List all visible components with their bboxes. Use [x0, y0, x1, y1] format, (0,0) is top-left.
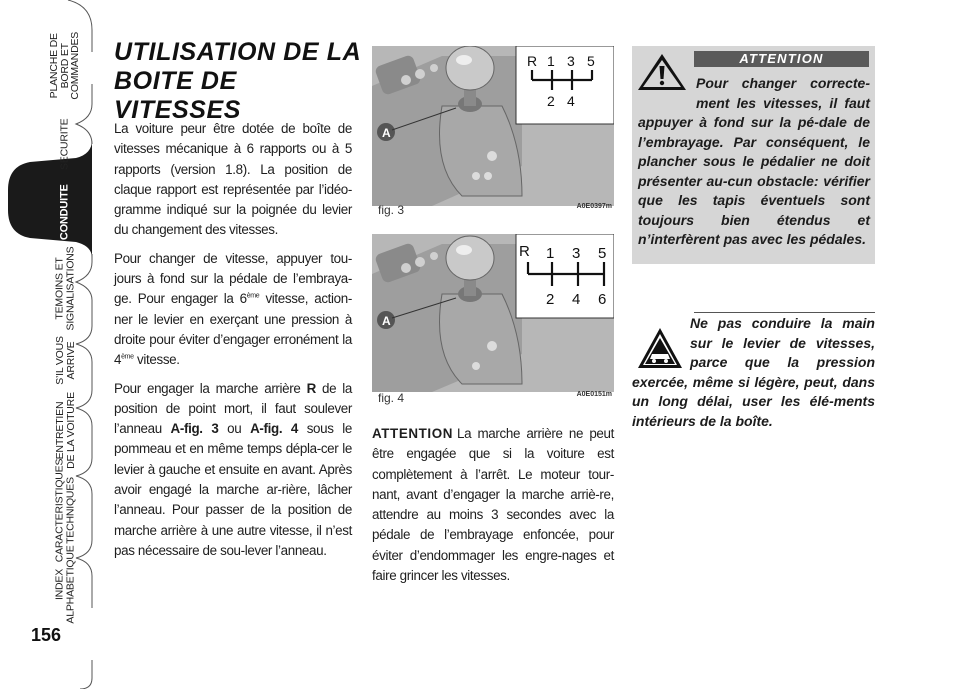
tab-planche-de-bord[interactable]	[30, 34, 100, 98]
paragraph-shifting	[114, 249, 352, 371]
svg-text:2: 2	[547, 93, 555, 109]
warning-lead: ATTENTION	[372, 426, 454, 441]
svg-text:1: 1	[546, 245, 555, 262]
chapter-tab-sidebar	[0, 0, 100, 689]
tab-label: CARACTERISTIQUES TECHNIQUES	[53, 458, 77, 562]
text-run: vitesse, action-ner le levier en exerçant une pression à droite pour éviter d’engager erronément la 4	[114, 291, 352, 368]
tab-temoins[interactable]	[30, 246, 100, 330]
paragraph-intro: La voiture peur être dotée de boîte de vitesses mécanique à 6 rapports ou à 5 rapports (version 1.8). La position de claque rapport est représentée par l’idéo-gramme indiqué sur la poignée du levier du changement des vitesses.	[114, 121, 352, 238]
page-title	[114, 38, 364, 125]
figure-caption: fig. 3	[378, 203, 405, 217]
attention-text	[638, 74, 870, 250]
text-run: Pour engager la marche arrière	[114, 380, 307, 396]
tab-label: ENTRETIEN DE LA VOITURE	[53, 391, 77, 469]
svg-text:2: 2	[546, 291, 555, 308]
tab-index[interactable]	[30, 544, 100, 624]
page-number: 156	[30, 625, 62, 645]
figure-4	[372, 234, 614, 409]
svg-text:6: 6	[598, 291, 607, 308]
text-run: Pour changer de vitesse, appuyer tou-jours à fond sur la pédale de l’embraya-ge. Pour engager la 6	[114, 250, 352, 307]
svg-text:A: A	[382, 126, 391, 140]
reverse-gear-letter: R	[306, 380, 316, 396]
tab-label: TEMOINS ET SIGNALISATIONS	[53, 246, 77, 330]
text-run: ou	[218, 421, 251, 437]
svg-text:A: A	[382, 314, 391, 328]
figure-reference: A-fig. 4	[250, 421, 298, 437]
title-line-2: BOITE DE VITESSES	[114, 67, 242, 124]
svg-text:5: 5	[598, 245, 607, 262]
svg-text:1: 1	[547, 53, 555, 69]
warning-text: La marche arrière ne peut être engagée que si la voiture est complètement à l’arrêt. Le moteur tour-nant, avant d’engager la marche arriè-re, attendre au moins 3 secondes avec la pédale de l’embrayage enfoncée, pour éviter d’endommager les engre-nages et faire grincer les vitesses.	[372, 426, 614, 584]
svg-text:4: 4	[572, 291, 581, 308]
tab-label: S’IL VOUS ARRIVE	[53, 335, 76, 385]
svg-text:5: 5	[587, 53, 595, 69]
icon-spacer	[638, 74, 696, 104]
shift-pattern-label: R	[527, 53, 538, 69]
gear-lever-illustration	[372, 46, 614, 206]
gear-lever-photo	[372, 46, 614, 206]
attention-box	[632, 46, 875, 264]
tab-securite[interactable]	[30, 112, 100, 176]
figure-caption: fig. 4	[378, 391, 405, 405]
svg-text:R: R	[519, 243, 530, 260]
tab-label: CONDUITE	[58, 184, 71, 240]
figure-3	[372, 46, 614, 216]
svg-text:3: 3	[567, 53, 575, 69]
tab-entretien[interactable]	[30, 391, 100, 469]
gear-lever-illustration	[372, 234, 614, 392]
tab-conduite[interactable]	[30, 180, 100, 244]
tab-label: PLANCHE DE BORD ET COMMANDES	[48, 32, 82, 100]
figure-reference: A-fig. 3	[170, 421, 219, 437]
note-text-content: Ne pas conduire la main sur le levier de vitesses, parce que la pression exercée, même si légère, peut, dans un long délai, user les élé-ments intérieurs de la boîte.	[632, 315, 875, 429]
attention-text-content: Pour changer correcte-ment les vitesses, il faut appuyer à fond sur la pé-dale de l’embrayage. Par conséquent, le plancher sous le pédalier ne doit présenter au-cun obstacle: vérifier que les tapis éventuels sont toujours bien étendus et n’interfèrent pas avec les pédales.	[638, 75, 870, 247]
superscript: ème	[246, 292, 260, 300]
svg-text:4: 4	[567, 93, 575, 109]
tab-label: SECURITE	[58, 118, 71, 170]
text-run: vitesse.	[133, 352, 180, 368]
text-run: sous le pommeau et en même temps dépla-cer le levier à gauche et ensuite en avant. Après avoir engagé la marche ar-rière, lâcher l’anneau. Pour passer de la position de marche arrière à une autre vitesse, il n’est pas nécessaire de sou-lever l’anneau.	[114, 421, 353, 558]
paragraph-reverse	[114, 379, 352, 562]
icon-spacer	[632, 314, 690, 366]
superscript: ème	[121, 353, 134, 361]
svg-text:3: 3	[572, 245, 581, 262]
reverse-gear-warning	[372, 424, 614, 586]
body-text	[114, 119, 352, 569]
text-run: de la position de point mort, il faut soulever l’anneau	[114, 380, 352, 437]
note-text	[632, 314, 875, 431]
figure-code: A0E0151m	[576, 391, 612, 398]
note-rule	[694, 312, 875, 313]
tab-sil-vous-arrive[interactable]	[30, 328, 100, 392]
attention-header: ATTENTION	[694, 51, 869, 67]
tab-caracteristiques[interactable]	[30, 458, 100, 562]
environment-note	[632, 312, 875, 442]
figure-code: A0E0397m	[576, 203, 612, 210]
tab-label: INDEX ALPHABETIQUE	[53, 544, 76, 624]
gear-lever-photo	[372, 234, 614, 392]
title-line-1: UTILISATION DE LA	[114, 38, 362, 66]
